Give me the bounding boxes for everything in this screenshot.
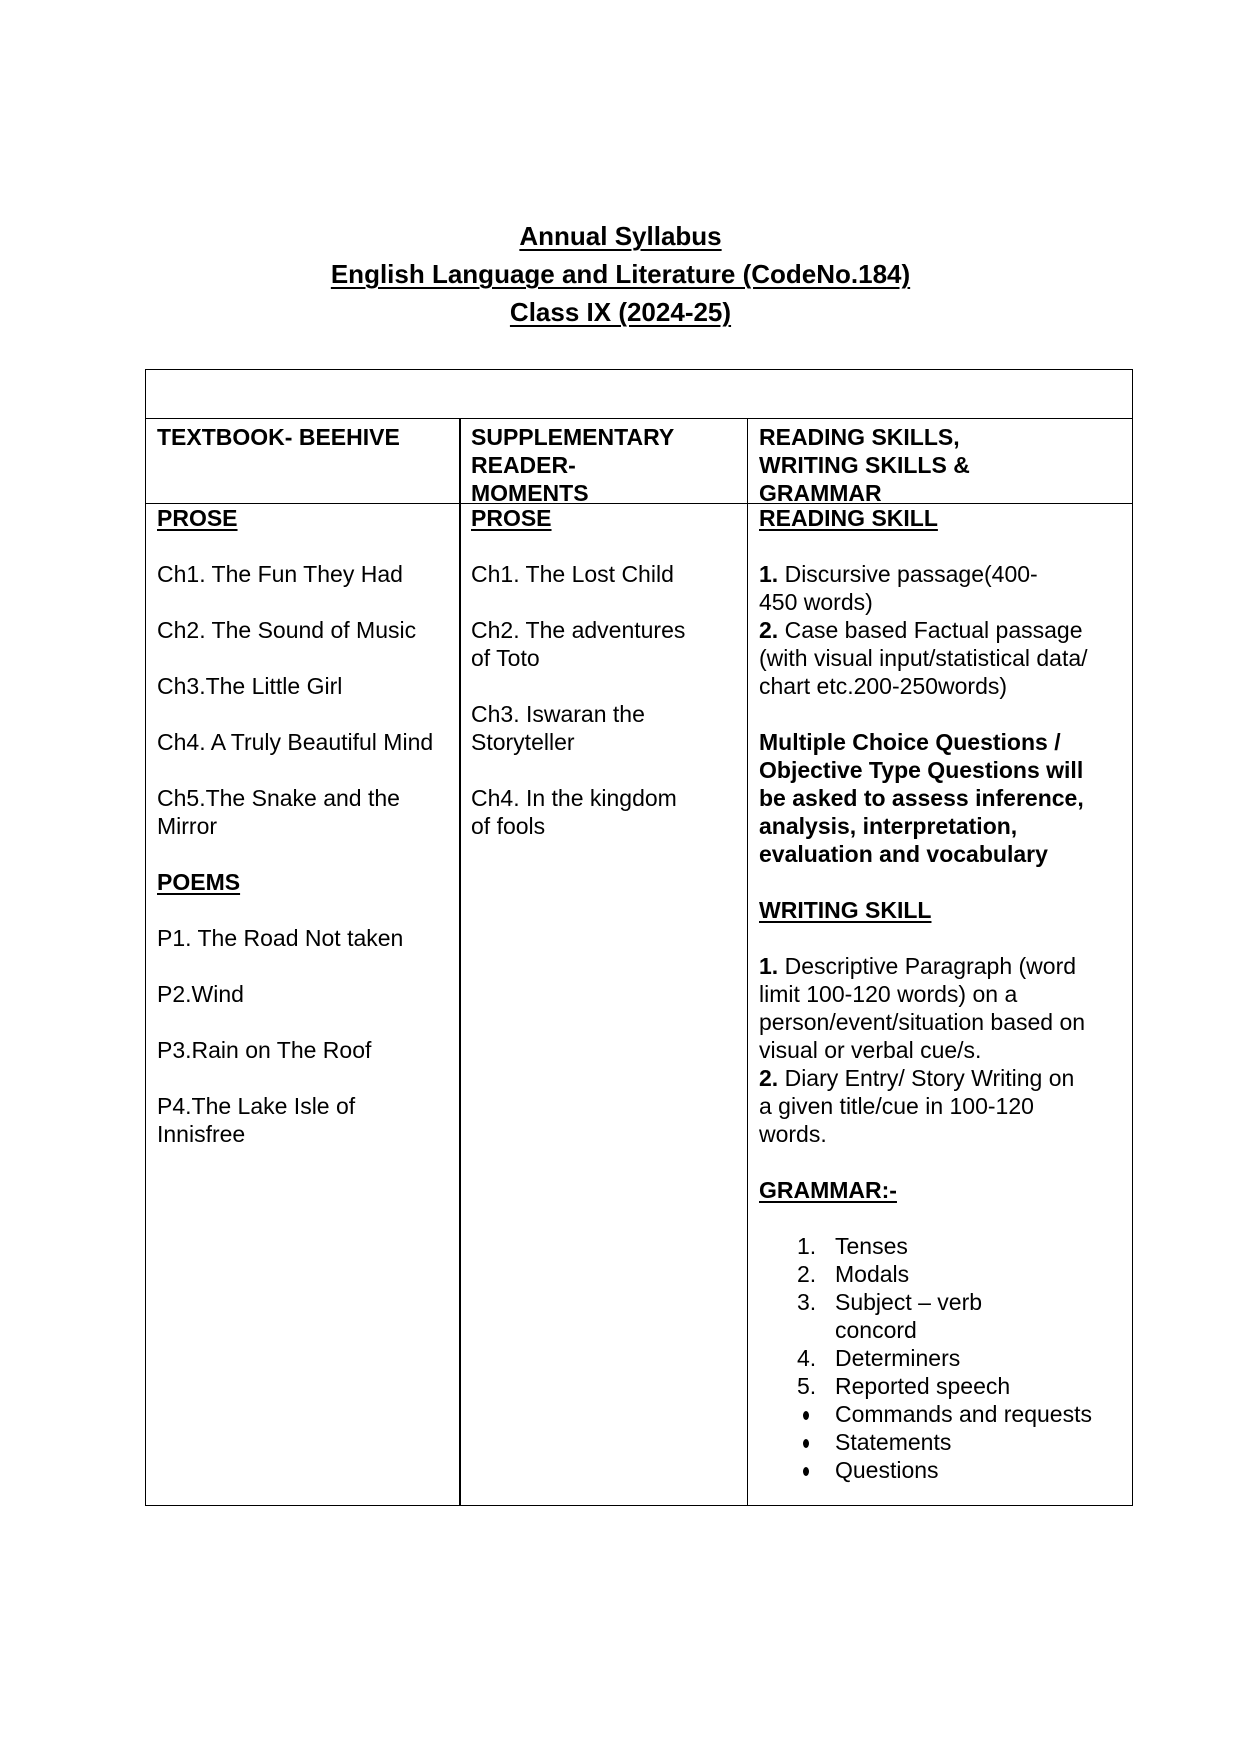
item-text: Tenses <box>835 1233 908 1259</box>
title-block <box>0 217 1241 331</box>
list-item: Ch2. The adventures <box>471 617 686 643</box>
item-number: 1. <box>759 953 779 979</box>
list-item: Mirror <box>157 813 218 839</box>
header-moments-line: MOMENTS <box>471 480 589 506</box>
item-text: Modals <box>835 1261 910 1287</box>
moments-prose-heading: PROSE <box>471 505 552 531</box>
item-text: Statements <box>835 1429 952 1455</box>
header-skills-line: READING SKILLS, <box>759 424 960 450</box>
empty-header-row <box>146 370 1132 419</box>
item-text: Subject – verb <box>835 1289 983 1315</box>
list-item: Innisfree <box>157 1121 246 1147</box>
item-number: 5. <box>797 1373 817 1399</box>
header-skills-line: GRAMMAR <box>759 480 882 506</box>
list-item: P3.Rain on The Roof <box>157 1037 372 1063</box>
item-text: Commands and requests <box>835 1401 1092 1427</box>
header-moments-line: READER- <box>471 452 576 478</box>
item-text: Determiners <box>835 1345 961 1371</box>
header-beehive <box>146 423 460 451</box>
item-text: Diary Entry/ Story Writing on <box>778 1065 1075 1091</box>
list-item <box>797 1344 1126 1372</box>
list-item <box>797 1232 1126 1260</box>
list-item: Ch4. A Truly Beautiful Mind <box>157 729 434 755</box>
item-text: Questions <box>835 1457 939 1483</box>
writing-skill-heading: WRITING SKILL <box>759 897 932 923</box>
subject-title: English Language and Literature (CodeNo.184) <box>330 259 911 289</box>
mcq-note: analysis, interpretation, <box>759 813 1018 839</box>
reading-item <box>759 560 1126 588</box>
list-item: Ch3.The Little Girl <box>157 673 343 699</box>
list-item: P2.Wind <box>157 981 244 1007</box>
class-title: Class IX (2024-25) <box>509 297 732 327</box>
list-item <box>797 1260 1126 1288</box>
list-item: P4.The Lake Isle of <box>157 1093 356 1119</box>
item-text: Discursive passage(400- <box>778 561 1038 587</box>
header-skills <box>748 423 1134 507</box>
item-text: 450 words) <box>759 589 873 615</box>
item-text: Reported speech <box>835 1373 1011 1399</box>
syllabus-table <box>145 369 1133 1506</box>
bullet-icon <box>803 1467 809 1476</box>
header-skills-line: WRITING SKILLS & <box>759 452 970 478</box>
list-item: Ch1. The Fun They Had <box>157 561 403 587</box>
mcq-note: evaluation and vocabulary <box>759 841 1048 867</box>
header-moments-line: SUPPLEMENTARY <box>471 424 675 450</box>
column-header-row <box>146 419 1132 504</box>
item-number: 2. <box>797 1261 817 1287</box>
bullet-icon <box>803 1411 809 1420</box>
grammar-list <box>759 1232 1126 1484</box>
writing-item <box>759 952 1126 980</box>
beehive-prose-heading: PROSE <box>157 505 238 531</box>
list-item <box>797 1288 1126 1344</box>
list-item <box>835 1456 1126 1484</box>
item-number: 2. <box>759 1065 779 1091</box>
mcq-note: be asked to assess inference, <box>759 785 1084 811</box>
list-item <box>797 1372 1126 1400</box>
grammar-heading: GRAMMAR:- <box>759 1177 897 1203</box>
list-item <box>835 1400 1126 1428</box>
item-text: (with visual input/statistical data/ <box>759 645 1088 671</box>
beehive-cell <box>146 504 460 1148</box>
item-number: 1. <box>797 1233 817 1259</box>
item-number: 4. <box>797 1345 817 1371</box>
list-item: P1. The Road Not taken <box>157 925 404 951</box>
list-item: of fools <box>471 813 546 839</box>
list-item: Ch5.The Snake and the <box>157 785 400 811</box>
reading-item <box>759 616 1126 644</box>
item-text: person/event/situation based on <box>759 1009 1086 1035</box>
list-item: of Toto <box>471 645 540 671</box>
item-text: words. <box>759 1121 827 1147</box>
item-text: Case based Factual passage <box>778 617 1083 643</box>
header-beehive-label: TEXTBOOK- BEEHIVE <box>157 424 400 450</box>
header-moments <box>460 423 748 507</box>
mcq-note: Objective Type Questions will <box>759 757 1084 783</box>
item-text: chart etc.200-250words) <box>759 673 1008 699</box>
list-item: Ch2. The Sound of Music <box>157 617 417 643</box>
list-item: Ch4. In the kingdom <box>471 785 677 811</box>
item-text: limit 100-120 words) on a <box>759 981 1018 1007</box>
mcq-note: Multiple Choice Questions / <box>759 729 1061 755</box>
bullet-icon <box>803 1439 809 1448</box>
item-text: a given title/cue in 100-120 <box>759 1093 1034 1119</box>
skills-cell <box>748 504 1134 1484</box>
item-number: 2. <box>759 617 779 643</box>
item-number: 1. <box>759 561 779 587</box>
moments-cell <box>460 504 748 840</box>
list-item <box>835 1428 1126 1456</box>
page-title: Annual Syllabus <box>519 221 722 251</box>
item-text: concord <box>835 1317 917 1343</box>
list-item: Storyteller <box>471 729 575 755</box>
item-number: 3. <box>797 1289 817 1315</box>
item-text: visual or verbal cue/s. <box>759 1037 982 1063</box>
writing-item <box>759 1064 1126 1092</box>
beehive-poems-heading: POEMS <box>157 869 241 895</box>
list-item: Ch1. The Lost Child <box>471 561 674 587</box>
reading-skill-heading: READING SKILL <box>759 505 938 531</box>
item-text: Descriptive Paragraph (word <box>778 953 1077 979</box>
list-item: Ch3. Iswaran the <box>471 701 645 727</box>
